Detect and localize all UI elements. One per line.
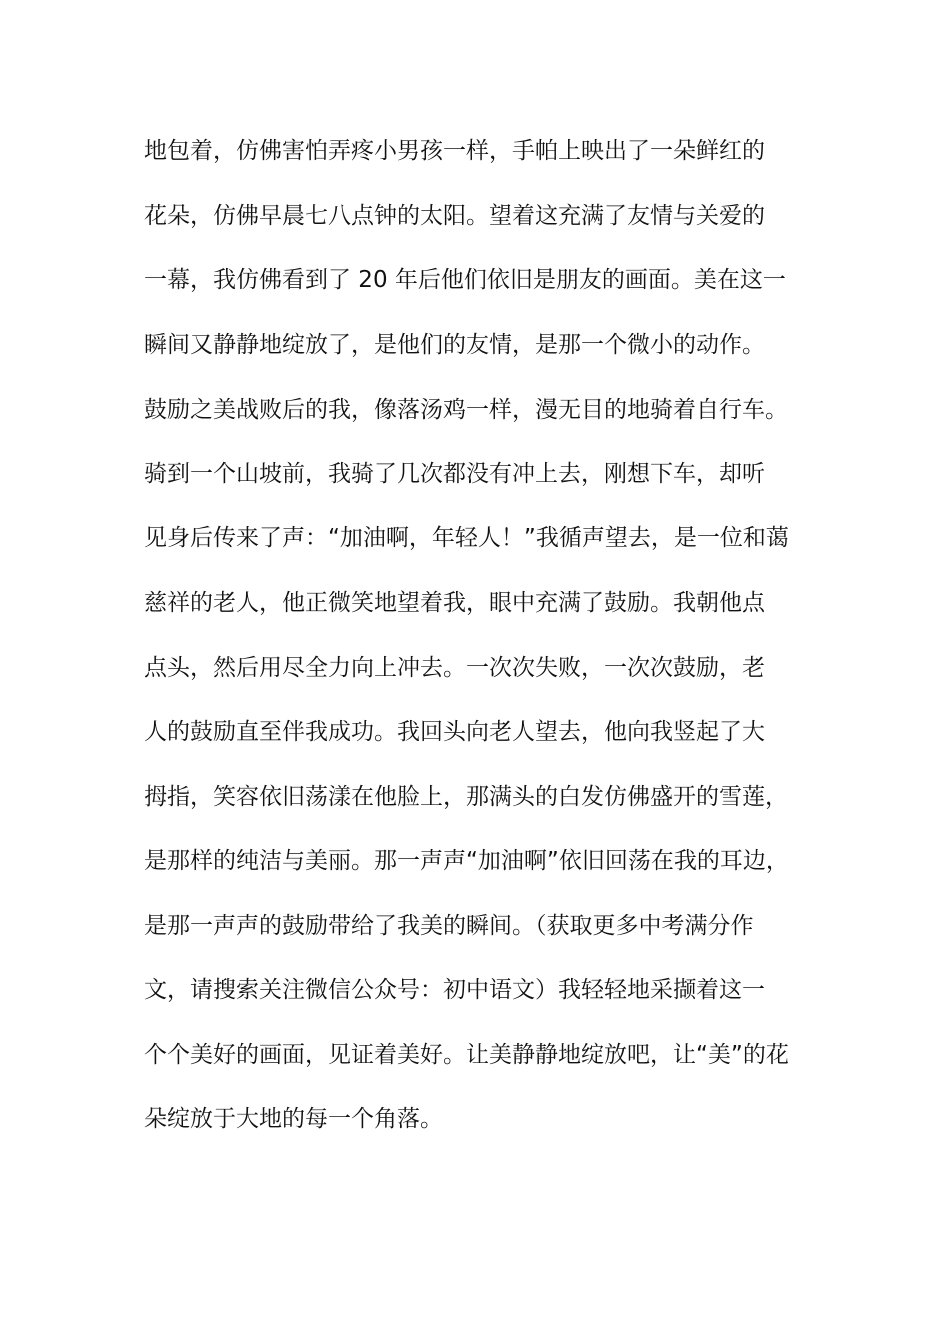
text-line: 朵绽放于大地的每一个角落。 (144, 1106, 443, 1132)
text-line: 花朵，仿佛早晨七八点钟的太阳。望着这充满了友情与关爱的 (144, 203, 765, 229)
text-line: 个个美好的画面，见证着美好。让美静静地绽放吧，让“美”的花 (144, 1042, 789, 1068)
text-line: 鼓励之美战败后的我，像落汤鸡一样，漫无目的地骑着自行车。 (144, 397, 788, 423)
text-line: 慈祥的老人，他正微笑地望着我，眼中充满了鼓励。我朝他点 (144, 590, 765, 616)
text-line: 一幕，我仿佛看到了 20 年后他们依旧是朋友的画面。美在这一 (144, 267, 786, 293)
text-line: 点头，然后用尽全力向上冲去。一次次失败，一次次鼓励，老 (144, 655, 765, 681)
text-line: 文，请搜索关注微信公众号：初中语文）我轻轻地采撷着这一 (144, 977, 765, 1003)
text-line: 是那样的纯洁与美丽。那一声声“加油啊”依旧回荡在我的耳边， (144, 848, 789, 874)
text-line: 人的鼓励直至伴我成功。我回头向老人望去，他向我竖起了大 (144, 719, 765, 745)
text-line: 见身后传来了声：“加油啊，年轻人！”我循声望去，是一位和蔼 (144, 525, 789, 551)
text-line: 是那一声声的鼓励带给了我美的瞬间。（获取更多中考满分作 (144, 913, 754, 939)
text-line: 瞬间又静静地绽放了，是他们的友情，是那一个微小的动作。 (144, 332, 765, 358)
text-line: 骑到一个山坡前，我骑了几次都没有冲上去，刚想下车，却听 (144, 461, 765, 487)
text-line: 地包着，仿佛害怕弄疼小男孩一样，手帕上映出了一朵鲜红的 (144, 138, 765, 164)
text-line: 拇指，笑容依旧荡漾在他脸上，那满头的白发仿佛盛开的雪莲， (144, 784, 788, 810)
